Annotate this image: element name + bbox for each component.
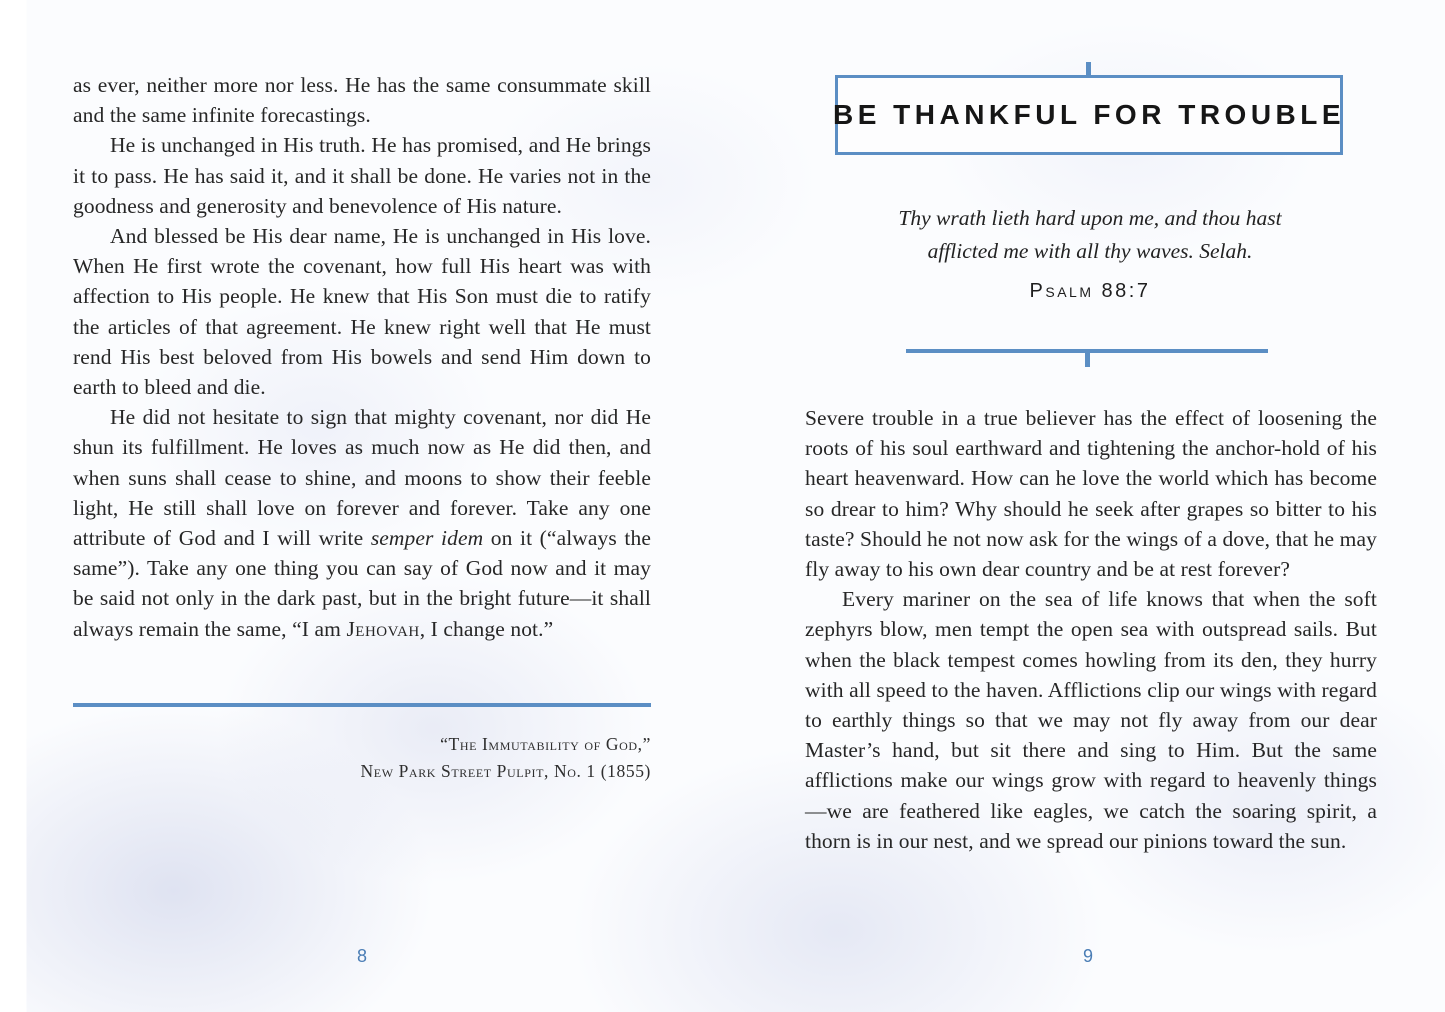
text-segment: He is unchanged in His truth. He has promised, and He brings it to pass. He has said it, and it shall be done. He varies not in the goodness and generosity and benevolence of His nature.: [73, 133, 651, 218]
text-segment: as ever, neither more nor less. He has the same consummate skill and the same infinite forecastings.: [73, 73, 651, 128]
epigraph-verse: [805, 202, 1375, 268]
epigraph-reference: Psalm 88:7: [1029, 280, 1151, 302]
epigraph-block: [805, 202, 1375, 303]
paragraph: [73, 221, 651, 402]
source-citation: [73, 731, 651, 785]
text-segment: Every mariner on the sea of life knows that when the soft zephyrs blow, men tempt the open sea with outspread sails. But when the black tempest comes howling from its den, they hurry with all speed to the haven. Afflictions clip our wings with regard to earthly things so that we may not fly away from our dear Master’s hand, but sit there and sing to Him. But the same afflictions make our wings grow with regard to heavenly things—we are feathered like eagles, we catch the soaring spirit, a thorn is in our nest, and we spread our pinions toward the sun.: [805, 587, 1377, 853]
chapter-title-box: [832, 75, 1346, 155]
text-segment: , I change not.”: [419, 616, 554, 641]
text-segment: semper idem: [370, 526, 484, 551]
right-page-body-text: [805, 403, 1377, 856]
text-segment: on it (“always the same”). Take any one thing you can say of God now and it may be said not only in the dark past, but in the bright future—it shall always remain the same, “I am: [73, 526, 651, 641]
paragraph: [73, 130, 651, 221]
title-top-tick: [1086, 62, 1091, 76]
page-number-left: 8: [356, 946, 367, 966]
epigraph-divider-tick: [1085, 353, 1090, 367]
epigraph-line: Thy wrath lieth hard upon me, and thou hast: [898, 206, 1282, 230]
left-page-body-text: [73, 70, 651, 644]
chapter-title: BE THANKFUL FOR TROUBLE: [832, 99, 1346, 130]
paragraph: [805, 403, 1377, 584]
text-segment: He did not hesitate to sign that mighty covenant, nor did He shun its fulfillment. He loves as much now as He did then, and when suns shall cease to shine, and moons to show their feeble light, He still shall love on forever and forever. Take any one attribute of God and I will write: [73, 405, 651, 551]
text-segment: And blessed be His dear name, He is unchanged in His love. When He first wrote the covenant, how full His heart was with affection to His people. He knew that His Son must die to ratify the articles of that agreement. He knew right well that He must rend His best beloved from His bowels and send Him down to earth to bleed and die.: [73, 224, 651, 400]
text-segment: Jehovah: [346, 616, 420, 641]
paragraph: [805, 584, 1377, 856]
citation-line: “The Immutability of God,”: [440, 734, 651, 754]
text-segment: Severe trouble in a true believer has the effect of loosening the roots of his soul earthward and tightening the anchor-hold of his heart heavenward. How can he love the world which has become so drear to him? Why should he seek after grapes so bitter to his taste? Should he not now ask for the wings of a dove, that he may fly away to his own dear country and be at rest forever?: [805, 406, 1377, 582]
page-number-right: 9: [1082, 946, 1093, 966]
paragraph: [73, 70, 651, 130]
paragraph: [73, 402, 651, 644]
section-end-rule: [73, 703, 651, 707]
epigraph-line: afflicted me with all thy waves. Selah.: [927, 239, 1253, 263]
citation-line: New Park Street Pulpit, No. 1 (1855): [360, 761, 651, 781]
